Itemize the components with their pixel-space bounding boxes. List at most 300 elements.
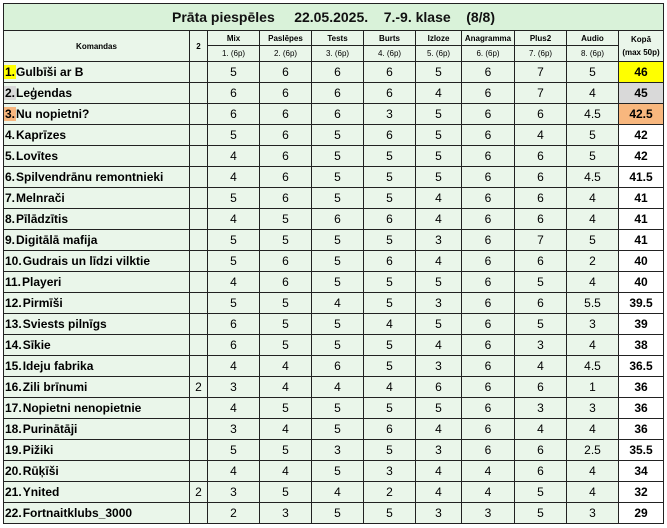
score-cell: 6 bbox=[515, 251, 567, 272]
flag-cell bbox=[190, 293, 208, 314]
score-cell: 5 bbox=[208, 188, 260, 209]
score-cell: 5 bbox=[260, 482, 312, 503]
score-cell: 4 bbox=[567, 188, 619, 209]
team-cell bbox=[4, 398, 190, 419]
total-cell: 29 bbox=[619, 503, 664, 524]
score-cell: 7 bbox=[515, 62, 567, 83]
score-cell: 4 bbox=[416, 335, 462, 356]
score-cell: 4 bbox=[567, 482, 619, 503]
flag-cell bbox=[190, 314, 208, 335]
score-cell: 3 bbox=[515, 398, 567, 419]
score-cell: 5 bbox=[567, 125, 619, 146]
score-cell: 6 bbox=[260, 83, 312, 104]
score-cell: 6 bbox=[312, 356, 364, 377]
team-name: Pižiki bbox=[22, 443, 54, 457]
score-cell: 4 bbox=[462, 482, 515, 503]
header-round-points: 3. (6p) bbox=[312, 46, 364, 62]
team-name: Spilvendrānu remontnieki bbox=[16, 170, 164, 184]
score-cell: 6 bbox=[462, 440, 515, 461]
score-cell: 4 bbox=[416, 419, 462, 440]
score-cell: 5 bbox=[312, 188, 364, 209]
score-cell: 5 bbox=[515, 503, 567, 524]
score-cell: 5 bbox=[208, 62, 260, 83]
table-row bbox=[4, 356, 664, 377]
table-row bbox=[4, 482, 664, 503]
header-round-name: Plus2 bbox=[515, 31, 567, 46]
team-name: Leģendas bbox=[16, 86, 73, 100]
team-cell bbox=[4, 209, 190, 230]
quiz-name: Prāta piespēles bbox=[172, 9, 275, 25]
team-name: Pirmīši bbox=[22, 296, 63, 310]
score-cell: 6 bbox=[462, 104, 515, 125]
score-cell: 5 bbox=[260, 209, 312, 230]
score-cell: 2.5 bbox=[567, 440, 619, 461]
score-cell: 5 bbox=[364, 167, 416, 188]
score-cell: 6 bbox=[515, 440, 567, 461]
header-round-points: 7. (6p) bbox=[515, 46, 567, 62]
total-cell: 42 bbox=[619, 146, 664, 167]
rank-label: 12. bbox=[5, 296, 22, 310]
score-cell: 4 bbox=[208, 167, 260, 188]
header-round-points: 6. (6p) bbox=[462, 46, 515, 62]
score-cell: 6 bbox=[462, 293, 515, 314]
score-cell: 3 bbox=[567, 314, 619, 335]
rank-label: 13. bbox=[5, 317, 22, 331]
total-cell: 34 bbox=[619, 461, 664, 482]
total-cell: 41.5 bbox=[619, 167, 664, 188]
score-cell: 5 bbox=[364, 230, 416, 251]
score-cell: 4 bbox=[208, 461, 260, 482]
score-cell: 6 bbox=[515, 293, 567, 314]
score-cell: 4 bbox=[208, 272, 260, 293]
score-cell: 4 bbox=[208, 209, 260, 230]
score-cell: 3 bbox=[208, 482, 260, 503]
score-cell: 6 bbox=[462, 419, 515, 440]
score-cell: 6 bbox=[515, 209, 567, 230]
score-cell: 5 bbox=[312, 419, 364, 440]
flag-cell bbox=[190, 146, 208, 167]
score-cell: 3 bbox=[515, 335, 567, 356]
rank-label: 7. bbox=[5, 191, 16, 205]
score-cell: 5 bbox=[312, 461, 364, 482]
score-cell: 4 bbox=[416, 188, 462, 209]
score-cell: 4 bbox=[208, 398, 260, 419]
quiz-round: (8/8) bbox=[466, 9, 496, 25]
score-cell: 5 bbox=[364, 335, 416, 356]
team-cell bbox=[4, 167, 190, 188]
team-name: Nu nopietni? bbox=[16, 107, 90, 121]
flag-cell bbox=[190, 104, 208, 125]
score-cell: 5 bbox=[208, 125, 260, 146]
table-row bbox=[4, 230, 664, 251]
total-cell: 36 bbox=[619, 398, 664, 419]
score-cell: 6 bbox=[462, 146, 515, 167]
score-cell: 4 bbox=[312, 482, 364, 503]
score-cell: 6 bbox=[208, 104, 260, 125]
rank-label: 3. bbox=[5, 107, 16, 121]
score-cell: 3 bbox=[208, 377, 260, 398]
total-cell: 42 bbox=[619, 125, 664, 146]
rank-label: 1. bbox=[5, 65, 16, 79]
team-name: Rūķīši bbox=[22, 464, 59, 478]
rank-label: 10. bbox=[5, 254, 22, 268]
score-cell: 4.5 bbox=[567, 167, 619, 188]
table-row bbox=[4, 335, 664, 356]
total-cell: 35.5 bbox=[619, 440, 664, 461]
score-cell: 6 bbox=[364, 251, 416, 272]
team-cell bbox=[4, 104, 190, 125]
score-cell: 4 bbox=[312, 377, 364, 398]
header-round-points: 2. (6p) bbox=[260, 46, 312, 62]
score-cell: 4 bbox=[567, 209, 619, 230]
score-cell: 6 bbox=[462, 251, 515, 272]
team-cell bbox=[4, 251, 190, 272]
flag-cell bbox=[190, 83, 208, 104]
score-cell: 4 bbox=[567, 272, 619, 293]
score-cell: 6 bbox=[462, 272, 515, 293]
score-cell: 3 bbox=[416, 440, 462, 461]
score-cell: 4.5 bbox=[567, 104, 619, 125]
score-cell: 6 bbox=[462, 230, 515, 251]
rank-label: 22. bbox=[5, 506, 22, 520]
table-row bbox=[4, 461, 664, 482]
score-cell: 5 bbox=[364, 188, 416, 209]
rank-label: 11. bbox=[5, 275, 22, 289]
team-name: Zili brīnumi bbox=[22, 380, 88, 394]
team-cell bbox=[4, 419, 190, 440]
header-round-points: 4. (6p) bbox=[364, 46, 416, 62]
score-cell: 4 bbox=[416, 209, 462, 230]
score-cell: 5 bbox=[260, 335, 312, 356]
team-name: Playeri bbox=[22, 275, 62, 289]
header-round-name: Audio bbox=[567, 31, 619, 46]
rank-label: 9. bbox=[5, 233, 16, 247]
rank-label: 19. bbox=[5, 443, 22, 457]
score-cell: 3 bbox=[462, 503, 515, 524]
table-row bbox=[4, 503, 664, 524]
total-cell: 39 bbox=[619, 314, 664, 335]
score-cell: 6 bbox=[208, 335, 260, 356]
score-cell: 5 bbox=[208, 440, 260, 461]
score-cell: 5 bbox=[260, 230, 312, 251]
results-body bbox=[4, 4, 664, 524]
team-cell bbox=[4, 293, 190, 314]
flag-cell bbox=[190, 167, 208, 188]
score-cell: 5 bbox=[208, 251, 260, 272]
score-cell: 5 bbox=[567, 230, 619, 251]
quiz-date: 22.05.2025. bbox=[294, 9, 369, 25]
score-cell: 3 bbox=[260, 503, 312, 524]
score-cell: 3 bbox=[416, 503, 462, 524]
score-cell: 5 bbox=[312, 167, 364, 188]
flag-cell: 2 bbox=[190, 377, 208, 398]
score-cell: 6 bbox=[416, 377, 462, 398]
total-cell: 41 bbox=[619, 230, 664, 251]
score-cell: 6 bbox=[462, 356, 515, 377]
team-cell bbox=[4, 377, 190, 398]
score-cell: 4 bbox=[515, 356, 567, 377]
table-row bbox=[4, 125, 664, 146]
score-cell: 6 bbox=[260, 125, 312, 146]
total-cell: 38 bbox=[619, 335, 664, 356]
score-cell: 6 bbox=[515, 188, 567, 209]
total-cell: 40 bbox=[619, 272, 664, 293]
table-row bbox=[4, 293, 664, 314]
team-cell bbox=[4, 272, 190, 293]
flag-cell bbox=[190, 251, 208, 272]
score-cell: 4 bbox=[260, 377, 312, 398]
score-cell: 5 bbox=[364, 356, 416, 377]
team-cell bbox=[4, 461, 190, 482]
team-name: Purinātāji bbox=[22, 422, 78, 436]
score-cell: 5 bbox=[260, 398, 312, 419]
score-cell: 6 bbox=[312, 209, 364, 230]
total-cell: 41 bbox=[619, 209, 664, 230]
score-cell: 5 bbox=[312, 272, 364, 293]
score-cell: 5 bbox=[416, 62, 462, 83]
quiz-grade: 7.-9. klase bbox=[383, 9, 451, 25]
score-cell: 4 bbox=[260, 356, 312, 377]
total-cell: 41 bbox=[619, 188, 664, 209]
score-cell: 5 bbox=[416, 398, 462, 419]
score-cell: 5 bbox=[312, 398, 364, 419]
rank-label: 2. bbox=[5, 86, 16, 100]
score-cell: 4 bbox=[567, 83, 619, 104]
flag-cell bbox=[190, 461, 208, 482]
score-cell: 5 bbox=[312, 314, 364, 335]
rank-label: 15. bbox=[5, 359, 22, 373]
rank-label: 6. bbox=[5, 170, 16, 184]
team-name: Ynited bbox=[22, 485, 60, 499]
flag-cell bbox=[190, 503, 208, 524]
score-cell: 5 bbox=[515, 272, 567, 293]
total-cell: 45 bbox=[619, 83, 664, 104]
score-cell: 4 bbox=[416, 83, 462, 104]
flag-cell bbox=[190, 125, 208, 146]
score-cell: 6 bbox=[208, 314, 260, 335]
team-cell bbox=[4, 125, 190, 146]
table-row bbox=[4, 167, 664, 188]
score-cell: 5 bbox=[260, 293, 312, 314]
score-cell: 6 bbox=[208, 83, 260, 104]
table-row bbox=[4, 104, 664, 125]
rank-label: 21. bbox=[5, 485, 22, 499]
score-cell: 6 bbox=[260, 62, 312, 83]
header-flag: 2 bbox=[190, 31, 208, 62]
score-cell: 5 bbox=[208, 293, 260, 314]
total-cell: 32 bbox=[619, 482, 664, 503]
score-cell: 5 bbox=[364, 503, 416, 524]
score-cell: 4 bbox=[416, 482, 462, 503]
score-cell: 3 bbox=[416, 293, 462, 314]
total-cell: 42.5 bbox=[619, 104, 664, 125]
table-row bbox=[4, 440, 664, 461]
table-row bbox=[4, 377, 664, 398]
score-cell: 4 bbox=[208, 146, 260, 167]
score-cell: 6 bbox=[515, 167, 567, 188]
team-cell bbox=[4, 62, 190, 83]
rank-label: 8. bbox=[5, 212, 16, 226]
score-cell: 5 bbox=[312, 125, 364, 146]
score-cell: 4.5 bbox=[567, 356, 619, 377]
score-cell: 4 bbox=[260, 461, 312, 482]
results-table bbox=[3, 3, 664, 524]
score-cell: 7 bbox=[515, 83, 567, 104]
table-row bbox=[4, 251, 664, 272]
team-cell bbox=[4, 503, 190, 524]
score-cell: 5 bbox=[208, 230, 260, 251]
score-cell: 3 bbox=[567, 398, 619, 419]
total-cell: 36.5 bbox=[619, 356, 664, 377]
score-cell: 5 bbox=[416, 167, 462, 188]
score-cell: 7 bbox=[515, 230, 567, 251]
header-round-name: Mix bbox=[208, 31, 260, 46]
flag-cell bbox=[190, 356, 208, 377]
score-cell: 5 bbox=[416, 104, 462, 125]
score-cell: 3 bbox=[567, 503, 619, 524]
score-cell: 6 bbox=[462, 125, 515, 146]
header-round-name: Anagramma bbox=[462, 31, 515, 46]
header-round-name: Tests bbox=[312, 31, 364, 46]
score-cell: 4 bbox=[364, 377, 416, 398]
team-name: Gulbīši ar B bbox=[16, 65, 84, 79]
score-cell: 3 bbox=[208, 419, 260, 440]
score-cell: 5 bbox=[364, 293, 416, 314]
total-cell: 36 bbox=[619, 419, 664, 440]
team-name: Nopietni nenopietnie bbox=[22, 401, 142, 415]
score-cell: 6 bbox=[515, 377, 567, 398]
score-cell: 6 bbox=[364, 62, 416, 83]
score-cell: 3 bbox=[312, 440, 364, 461]
flag-cell bbox=[190, 230, 208, 251]
team-name: Fortnaitklubs_3000 bbox=[22, 506, 133, 520]
total-cell: 46 bbox=[619, 62, 664, 83]
total-cell: 36 bbox=[619, 377, 664, 398]
flag-cell bbox=[190, 209, 208, 230]
flag-cell: 2 bbox=[190, 482, 208, 503]
team-cell bbox=[4, 314, 190, 335]
team-name: Melnrači bbox=[16, 191, 65, 205]
score-cell: 6 bbox=[312, 62, 364, 83]
table-row bbox=[4, 272, 664, 293]
score-cell: 4 bbox=[260, 419, 312, 440]
score-cell: 5 bbox=[312, 503, 364, 524]
team-name: Pīlādzītis bbox=[16, 212, 69, 226]
team-cell bbox=[4, 440, 190, 461]
score-cell: 5 bbox=[416, 146, 462, 167]
score-cell: 6 bbox=[462, 167, 515, 188]
flag-cell bbox=[190, 398, 208, 419]
team-name: Sīkie bbox=[22, 338, 51, 352]
total-cell: 40 bbox=[619, 251, 664, 272]
rank-label: 18. bbox=[5, 422, 22, 436]
team-cell bbox=[4, 146, 190, 167]
total-cell: 39.5 bbox=[619, 293, 664, 314]
score-cell: 3 bbox=[364, 104, 416, 125]
score-cell: 5 bbox=[312, 230, 364, 251]
score-cell: 6 bbox=[260, 272, 312, 293]
score-cell: 4 bbox=[515, 419, 567, 440]
score-cell: 6 bbox=[462, 335, 515, 356]
team-name: Kaprīzes bbox=[16, 128, 67, 142]
score-cell: 4 bbox=[312, 293, 364, 314]
score-cell: 6 bbox=[462, 398, 515, 419]
flag-cell bbox=[190, 440, 208, 461]
score-cell: 6 bbox=[260, 188, 312, 209]
score-cell: 6 bbox=[260, 167, 312, 188]
flag-cell bbox=[190, 419, 208, 440]
team-name: Sviests pilnīgs bbox=[22, 317, 107, 331]
score-cell: 6 bbox=[260, 146, 312, 167]
table-row bbox=[4, 83, 664, 104]
header-row-names bbox=[4, 31, 664, 46]
score-cell: 6 bbox=[515, 104, 567, 125]
score-cell: 4 bbox=[567, 419, 619, 440]
score-cell: 5 bbox=[364, 146, 416, 167]
team-cell bbox=[4, 335, 190, 356]
flag-cell bbox=[190, 335, 208, 356]
flag-cell bbox=[190, 188, 208, 209]
team-name: Lovītes bbox=[16, 149, 59, 163]
score-cell: 5 bbox=[515, 482, 567, 503]
rank-label: 5. bbox=[5, 149, 16, 163]
team-name: Gudrais un līdzi vilktie bbox=[22, 254, 151, 268]
score-cell: 6 bbox=[462, 83, 515, 104]
team-cell bbox=[4, 83, 190, 104]
header-round-name: Burts bbox=[364, 31, 416, 46]
header-round-name: Paslēpes bbox=[260, 31, 312, 46]
score-cell: 5 bbox=[312, 146, 364, 167]
table-row bbox=[4, 398, 664, 419]
score-cell: 4 bbox=[515, 125, 567, 146]
score-cell: 5 bbox=[567, 146, 619, 167]
score-cell: 4 bbox=[567, 461, 619, 482]
rank-label: 14. bbox=[5, 338, 22, 352]
score-cell: 6 bbox=[462, 62, 515, 83]
header-round-name: Izloze bbox=[416, 31, 462, 46]
score-cell: 5 bbox=[364, 398, 416, 419]
header-team: Komandas bbox=[4, 31, 190, 62]
score-cell: 4 bbox=[416, 251, 462, 272]
header-total-max: (max 50p) bbox=[622, 48, 660, 57]
header-round-points: 1. (6p) bbox=[208, 46, 260, 62]
title-row bbox=[4, 4, 664, 31]
score-cell: 5 bbox=[567, 62, 619, 83]
score-cell: 4 bbox=[462, 461, 515, 482]
team-name: Ideju fabrika bbox=[22, 359, 94, 373]
score-cell: 4 bbox=[567, 335, 619, 356]
score-cell: 5 bbox=[364, 272, 416, 293]
score-cell: 3 bbox=[364, 461, 416, 482]
table-title bbox=[4, 4, 664, 31]
score-cell: 5 bbox=[416, 314, 462, 335]
score-cell: 2 bbox=[364, 482, 416, 503]
rank-label: 20. bbox=[5, 464, 22, 478]
team-cell bbox=[4, 188, 190, 209]
header-round-points: 8. (6p) bbox=[567, 46, 619, 62]
score-cell: 1 bbox=[567, 377, 619, 398]
score-cell: 5 bbox=[312, 335, 364, 356]
score-cell: 6 bbox=[462, 188, 515, 209]
score-cell: 5 bbox=[312, 251, 364, 272]
rank-label: 16. bbox=[5, 380, 22, 394]
score-cell: 4 bbox=[416, 461, 462, 482]
rank-label: 17. bbox=[5, 401, 22, 415]
score-cell: 6 bbox=[312, 83, 364, 104]
team-name: Digitālā mafija bbox=[16, 233, 98, 247]
header-round-points: 5. (6p) bbox=[416, 46, 462, 62]
table-row bbox=[4, 314, 664, 335]
